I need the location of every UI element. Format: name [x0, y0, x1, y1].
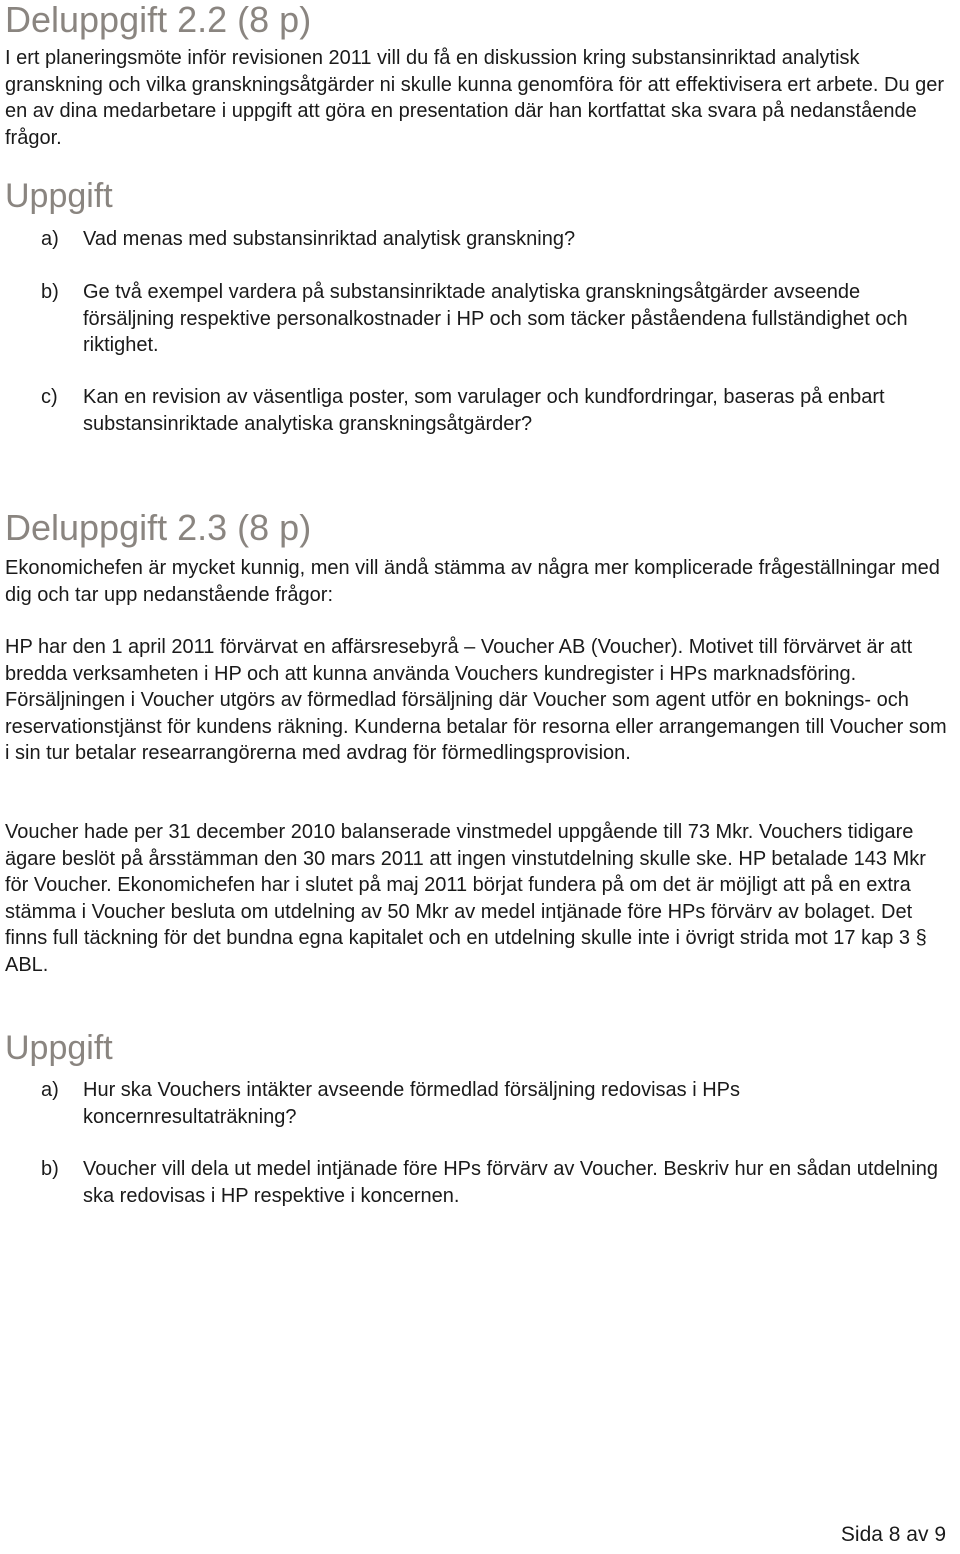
question-marker: a) [41, 228, 59, 250]
question-text: Ge två exempel vardera på substansinriktade analytiska granskningsåtgärder avseende försäljning respektive personalkostnader i HP och som täcker påståendena fullständighet och riktighet. [83, 281, 908, 356]
question-2-2-a [41, 226, 955, 253]
question-text: Kan en revision av väsentliga poster, som varulager och kundfordringar, baseras på enbart substansinriktade analytiska granskningsåtgärder? [83, 386, 885, 435]
question-marker: c) [41, 386, 58, 408]
question-marker: b) [41, 1158, 59, 1180]
section-2-2-heading: Deluppgift 2.2 (8 p) [5, 0, 312, 40]
question-marker: b) [41, 281, 59, 303]
section-2-3-paragraph-2: HP har den 1 april 2011 förvärvat en affärsresebyrå – Voucher AB (Voucher). Motivet till förvärvet är att bredda verksamheten i HP och att kunna använda Vouchers kundregister i HPs marknadsföring. Försäljningen i Voucher utgörs av förmedlad försäljning där Voucher som agent utför en boknings- och reservationstjänst för kundens räkning. Kunderna betalar för resorna eller arrangemangen till Voucher som i sin tur betalar researrangörerna med avdrag för förmedlingsprovision. [5, 636, 947, 764]
question-2-2-b [41, 279, 955, 359]
question-marker: a) [41, 1079, 59, 1101]
question-text: Voucher vill dela ut medel intjänade före HPs förvärv av Voucher. Beskriv hur en sådan utdelning ska redovisas i HP respektive i koncernen. [83, 1158, 938, 1207]
section-2-2-intro: I ert planeringsmöte inför revisionen 2011 vill du få en diskussion kring substansinriktad analytisk granskning och vilka granskningsåtgärder ni skulle kunna genomföra för att effektivisera ert arbete. Du ger en av dina medarbetare i uppgift att göra en presentation där han kortfattat ska svara på nedanstående frågor. [5, 47, 945, 149]
question-2-3-a [41, 1077, 955, 1130]
section-2-3-paragraph-3: Voucher hade per 31 december 2010 balanserade vinstmedel uppgående till 73 Mkr. Vouchers tidigare ägare beslöt på årsstämman den 30 mars 2011 att ingen vinstutdelning skulle ske. HP betalade 143 Mkr för Voucher. Ekonomichefen har i slutet på maj 2011 börjat fundera på om det är möjligt att på en extra stämma i Voucher besluta om utdelning av 50 Mkr av medel intjänade före HPs förvärv av bolaget. Det finns full täckning för det bundna egna kapitalet och en utdelning skulle inte i övrigt strida mot 17 kap 3 § ABL. [5, 821, 927, 976]
section-2-2-task-heading: Uppgift [5, 177, 113, 215]
question-text: Vad menas med substansinriktad analytisk granskning? [83, 228, 576, 250]
question-2-3-b [41, 1156, 955, 1209]
question-2-2-c [41, 384, 955, 437]
question-text: Hur ska Vouchers intäkter avseende förmedlad försäljning redovisas i HPs koncernresultaträkning? [83, 1079, 740, 1128]
section-2-3-heading: Deluppgift 2.3 (8 p) [5, 507, 312, 548]
section-2-3-task-heading: Uppgift [5, 1029, 113, 1067]
page-number: Sida 8 av 9 [840, 1523, 946, 1546]
section-2-3-paragraph-1: Ekonomichefen är mycket kunnig, men vill ändå stämma av några mer komplicerade frågeställningar med dig och tar upp nedanstående frågor: [5, 557, 940, 606]
